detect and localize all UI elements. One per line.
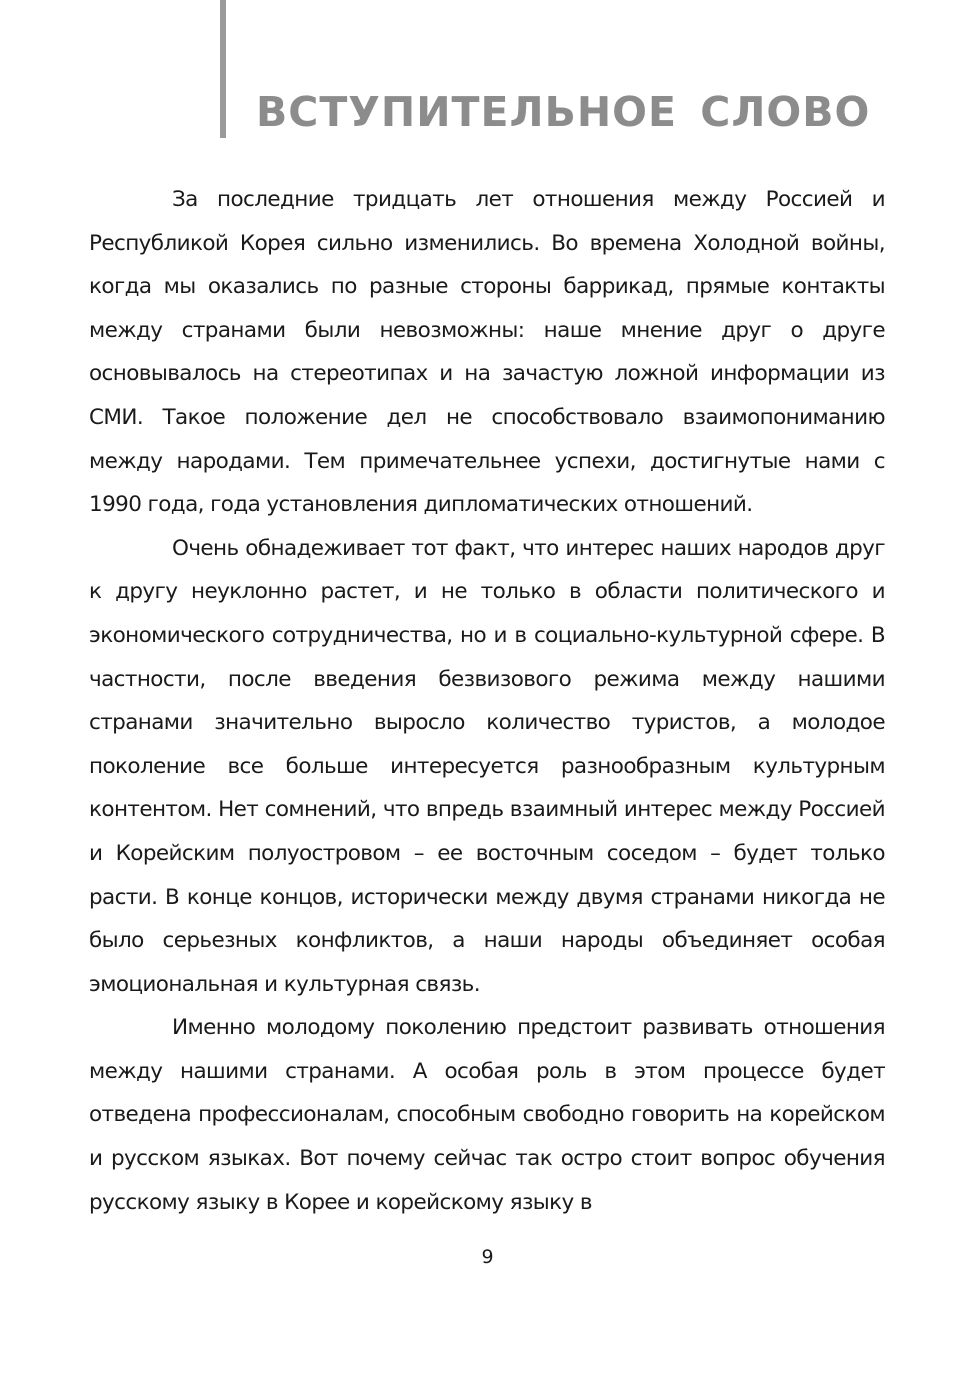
paragraph-3: Именно молодому поколению предстоит развивать отношения между нашими странами. А особая роль в этом процессе будет отведена профессионалам, способным свободно говорить на корейском и русском языках. Вот почему сейчас так остро стоит вопрос обучения русскому языку в Корее и корейскому языку в [89,1015,885,1215]
body-text [89,178,885,1224]
paragraph-1: За последние тридцать лет отношения между Россией и Республикой Корея сильно изменились. Во времена Холодной войны, когда мы оказались по разные стороны баррикад, прямые контакты между странами были невозможны: наше мнение друг о друге основывалось на стереотипах и на зачастую ложной информации из СМИ. Такое положение дел не способствовало взаимопониманию между народами. Тем примечательнее успехи, достигнутые нами с 1990 года, года установления дипломатических отношений. [89,187,885,518]
page-number: 9 [481,1246,494,1268]
paragraph-2: Очень обнадеживает тот факт, что интерес наших народов друг к другу неуклонно растет, и не только в области политического и экономического сотрудничества, но и в социально-культурной сфере. В частности, после введения безвизового режима между нашими странами значительно выросло количество туристов, а молодое поколение все больше интересуется разнообразным культурным контентом. Нет сомнений, что впредь взаимный интерес между Россией и Корейским полуостровом – ее восточным соседом – будет только расти. В конце концов, исторически между двумя странами никогда не было серьезных конфликтов, а наши народы объединяет особая эмоциональная и культурная связь. [89,535,885,997]
page-title: ВСТУПИТЕЛЬНОЕ СЛОВО [256,88,871,136]
title-accent-bar [220,0,226,138]
